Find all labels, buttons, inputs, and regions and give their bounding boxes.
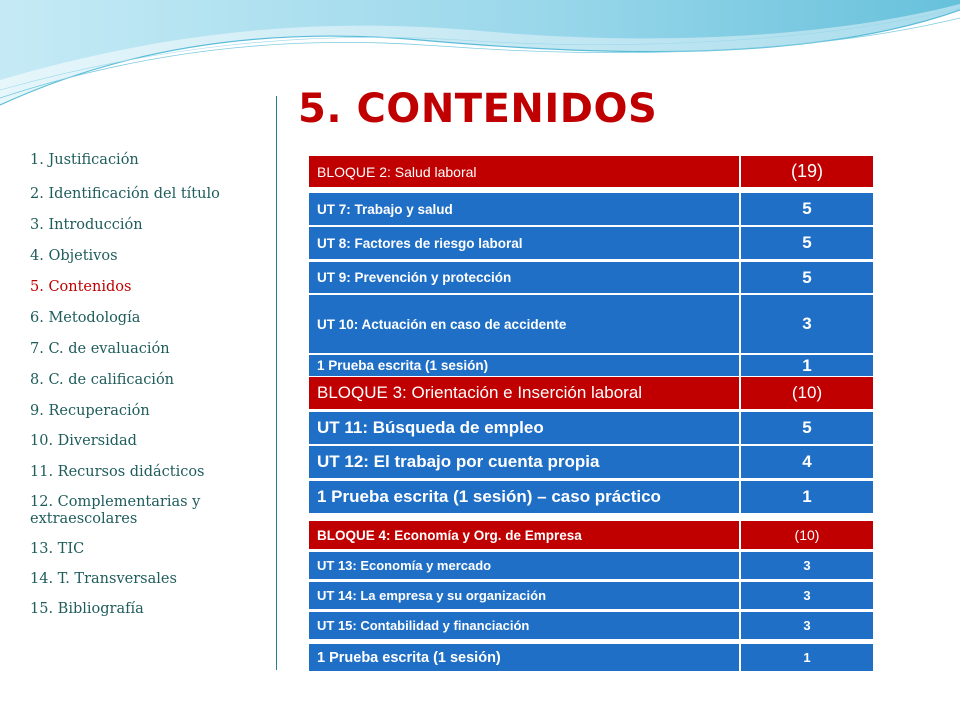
row-label: UT 8: Factores de riesgo laboral: [309, 227, 741, 259]
row-value: 3: [803, 618, 811, 633]
table-row: [309, 481, 873, 513]
row-label: UT 9: Prevención y protección: [309, 262, 741, 293]
table-row: [309, 552, 873, 579]
table-row: [309, 355, 873, 376]
row-label: UT 11: Búsqueda de empleo: [309, 412, 741, 444]
nav-item-recuperacion[interactable]: 9. Recuperación: [30, 403, 150, 419]
table-row: [309, 446, 873, 478]
divider-line: [276, 96, 277, 670]
bloque2-header-row: [309, 156, 873, 187]
bloque2-header-value: (19): [790, 161, 823, 181]
nav-item-identificacion[interactable]: 2. Identificación del título: [30, 186, 220, 202]
page-title: 5. CONTENIDOS: [298, 86, 658, 132]
bloque4-header-label: BLOQUE 4: Economía y Org. de Empresa: [309, 521, 741, 549]
row-value: 3: [802, 314, 812, 333]
row-label: 1 Prueba escrita (1 sesión): [309, 644, 741, 671]
row-value: 3: [803, 558, 811, 573]
table-row: [309, 295, 873, 353]
nav-item-justificacion[interactable]: 1. Justificación: [30, 152, 139, 168]
nav-item-calificacion[interactable]: 8. C. de calificación: [30, 372, 175, 388]
table-row: [309, 193, 873, 225]
nav-item-bibliografia[interactable]: 15. Bibliografía: [30, 601, 144, 617]
bloque3-header-value: (10): [791, 383, 823, 402]
nav-item-contenidos[interactable]: 5. Contenidos: [30, 279, 132, 295]
row-label: UT 10: Actuación en caso de accidente: [309, 295, 741, 353]
nav-item-transversales[interactable]: 14. T. Transversales: [30, 571, 177, 587]
bloque3-header-row: [309, 377, 873, 409]
nav-item-evaluacion[interactable]: 7. C. de evaluación: [30, 341, 170, 357]
nav-item-objetivos[interactable]: 4. Objetivos: [30, 248, 118, 264]
table-row: [309, 227, 873, 259]
row-label: 1 Prueba escrita (1 sesión) – caso práctico: [309, 481, 741, 513]
row-value: 3: [803, 588, 811, 603]
row-value: 1: [803, 650, 811, 665]
table-row: [309, 644, 873, 671]
nav-item-tic[interactable]: 13. TIC: [30, 541, 85, 557]
row-label: UT 15: Contabilidad y financiación: [309, 612, 741, 639]
table-row: [309, 612, 873, 639]
sidebar-nav: [30, 152, 270, 618]
row-label: UT 13: Economía y mercado: [309, 552, 741, 579]
row-label: UT 7: Trabajo y salud: [309, 193, 741, 225]
table-row: [309, 412, 873, 444]
row-value: 5: [802, 233, 812, 252]
bloque4-header-row: [309, 521, 873, 549]
bloque3-header-label: BLOQUE 3: Orientación e Inserción laboral: [309, 377, 741, 409]
bloque2-header-label: BLOQUE 2: Salud laboral: [309, 156, 741, 187]
row-value: 5: [802, 418, 812, 437]
row-value: 5: [802, 267, 812, 287]
row-value: 5: [802, 199, 812, 218]
table-row: [309, 582, 873, 609]
nav-item-introduccion[interactable]: 3. Introducción: [30, 217, 143, 233]
table-row: [309, 262, 873, 293]
row-value: 4: [802, 452, 812, 471]
nav-item-diversidad[interactable]: 10. Diversidad: [30, 433, 137, 449]
nav-item-metodologia[interactable]: 6. Metodología: [30, 310, 141, 326]
nav-item-recursos[interactable]: 11. Recursos didácticos: [30, 464, 205, 480]
nav-item-complementarias[interactable]: 12. Complementarias y extraescolares: [30, 494, 201, 527]
row-label: UT 14: La empresa y su organización: [309, 582, 741, 609]
bloque4-header-value: (10): [794, 527, 820, 543]
row-label: 1 Prueba escrita (1 sesión): [309, 355, 741, 376]
row-label: UT 12: El trabajo por cuenta propia: [309, 446, 741, 478]
row-value: 1: [802, 356, 812, 375]
row-value: 1: [802, 487, 812, 506]
